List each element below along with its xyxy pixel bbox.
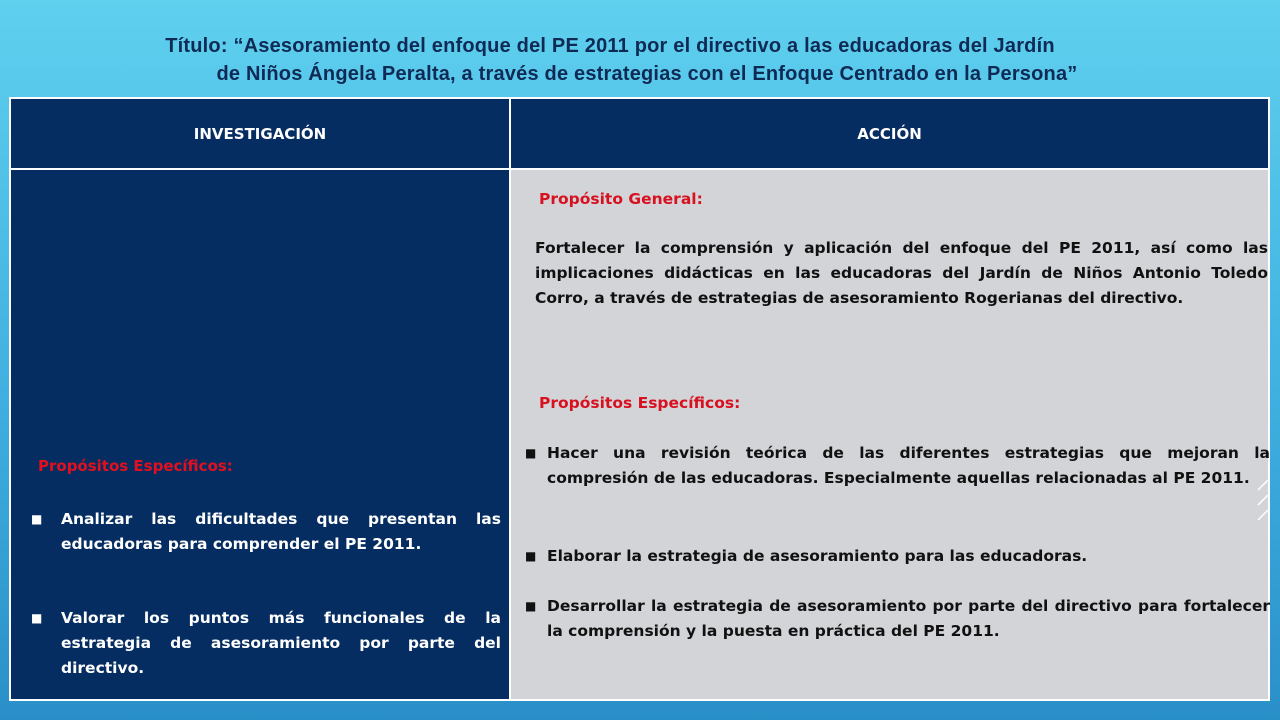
header-investigacion: INVESTIGACIÓN xyxy=(11,99,509,168)
bullet-square-icon: ■ xyxy=(31,512,43,526)
specific-purposes-heading: Propósitos Específicos: xyxy=(539,394,741,412)
left-list-item-text: Analizar las dificultades que presentan las educadoras para comprender el PE 2011. xyxy=(61,510,501,553)
left-list-item xyxy=(31,606,501,681)
bullet-square-icon: ■ xyxy=(525,549,537,563)
general-purpose-text: Fortalecer la comprensión y aplicación del enfoque del PE 2011, así como las implicaciones didácticas en las educadoras del Jardín de Niños Antonio Toledo Corro, a través de estrategias de asesoramiento Rogerianas del directivo. xyxy=(535,239,1268,307)
table-row-divider xyxy=(11,168,1268,170)
bullet-square-icon: ■ xyxy=(525,599,537,613)
left-list-item-text: Valorar los puntos más funcionales de la estrategia de asesoramiento por parte del directivo. xyxy=(61,609,501,677)
accion-cell xyxy=(511,170,1268,699)
bullet-square-icon: ■ xyxy=(525,446,537,460)
right-list-item xyxy=(525,594,1270,644)
header-accion: ACCIÓN xyxy=(511,99,1268,168)
left-list-item xyxy=(31,507,501,557)
right-list-item-text: Desarrollar la estrategia de asesoramiento por parte del directivo para fortalecer la comprensión y la puesta en práctica del PE 2011. xyxy=(547,597,1270,640)
right-list-item-text: Hacer una revisión teórica de las diferentes estrategias que mejoran la compresión de las educadoras. Especialmente aquellas relacionadas al PE 2011. xyxy=(547,444,1270,487)
slide-title-line-2: de Niños Ángela Peralta, a través de estrategias con el Enfoque Centrado en la Persona” xyxy=(216,63,1078,85)
decorative-arrows-icon xyxy=(1256,470,1268,550)
right-list-item-text: Elaborar la estrategia de asesoramiento para las educadoras. xyxy=(547,547,1088,565)
slide-title-line-1: Título: “Asesoramiento del enfoque del PE 2011 por el directivo a las educadoras del Jardín xyxy=(165,35,1055,57)
investigacion-cell xyxy=(11,170,509,699)
left-specific-heading: Propósitos Específicos: xyxy=(38,457,233,475)
comparison-table xyxy=(9,97,1270,701)
right-list-item xyxy=(525,441,1270,491)
table-column-divider xyxy=(509,99,511,699)
slide-title xyxy=(40,32,1240,88)
right-list-item xyxy=(525,544,1270,569)
bullet-square-icon: ■ xyxy=(31,611,43,625)
general-purpose-heading: Propósito General: xyxy=(539,190,703,208)
